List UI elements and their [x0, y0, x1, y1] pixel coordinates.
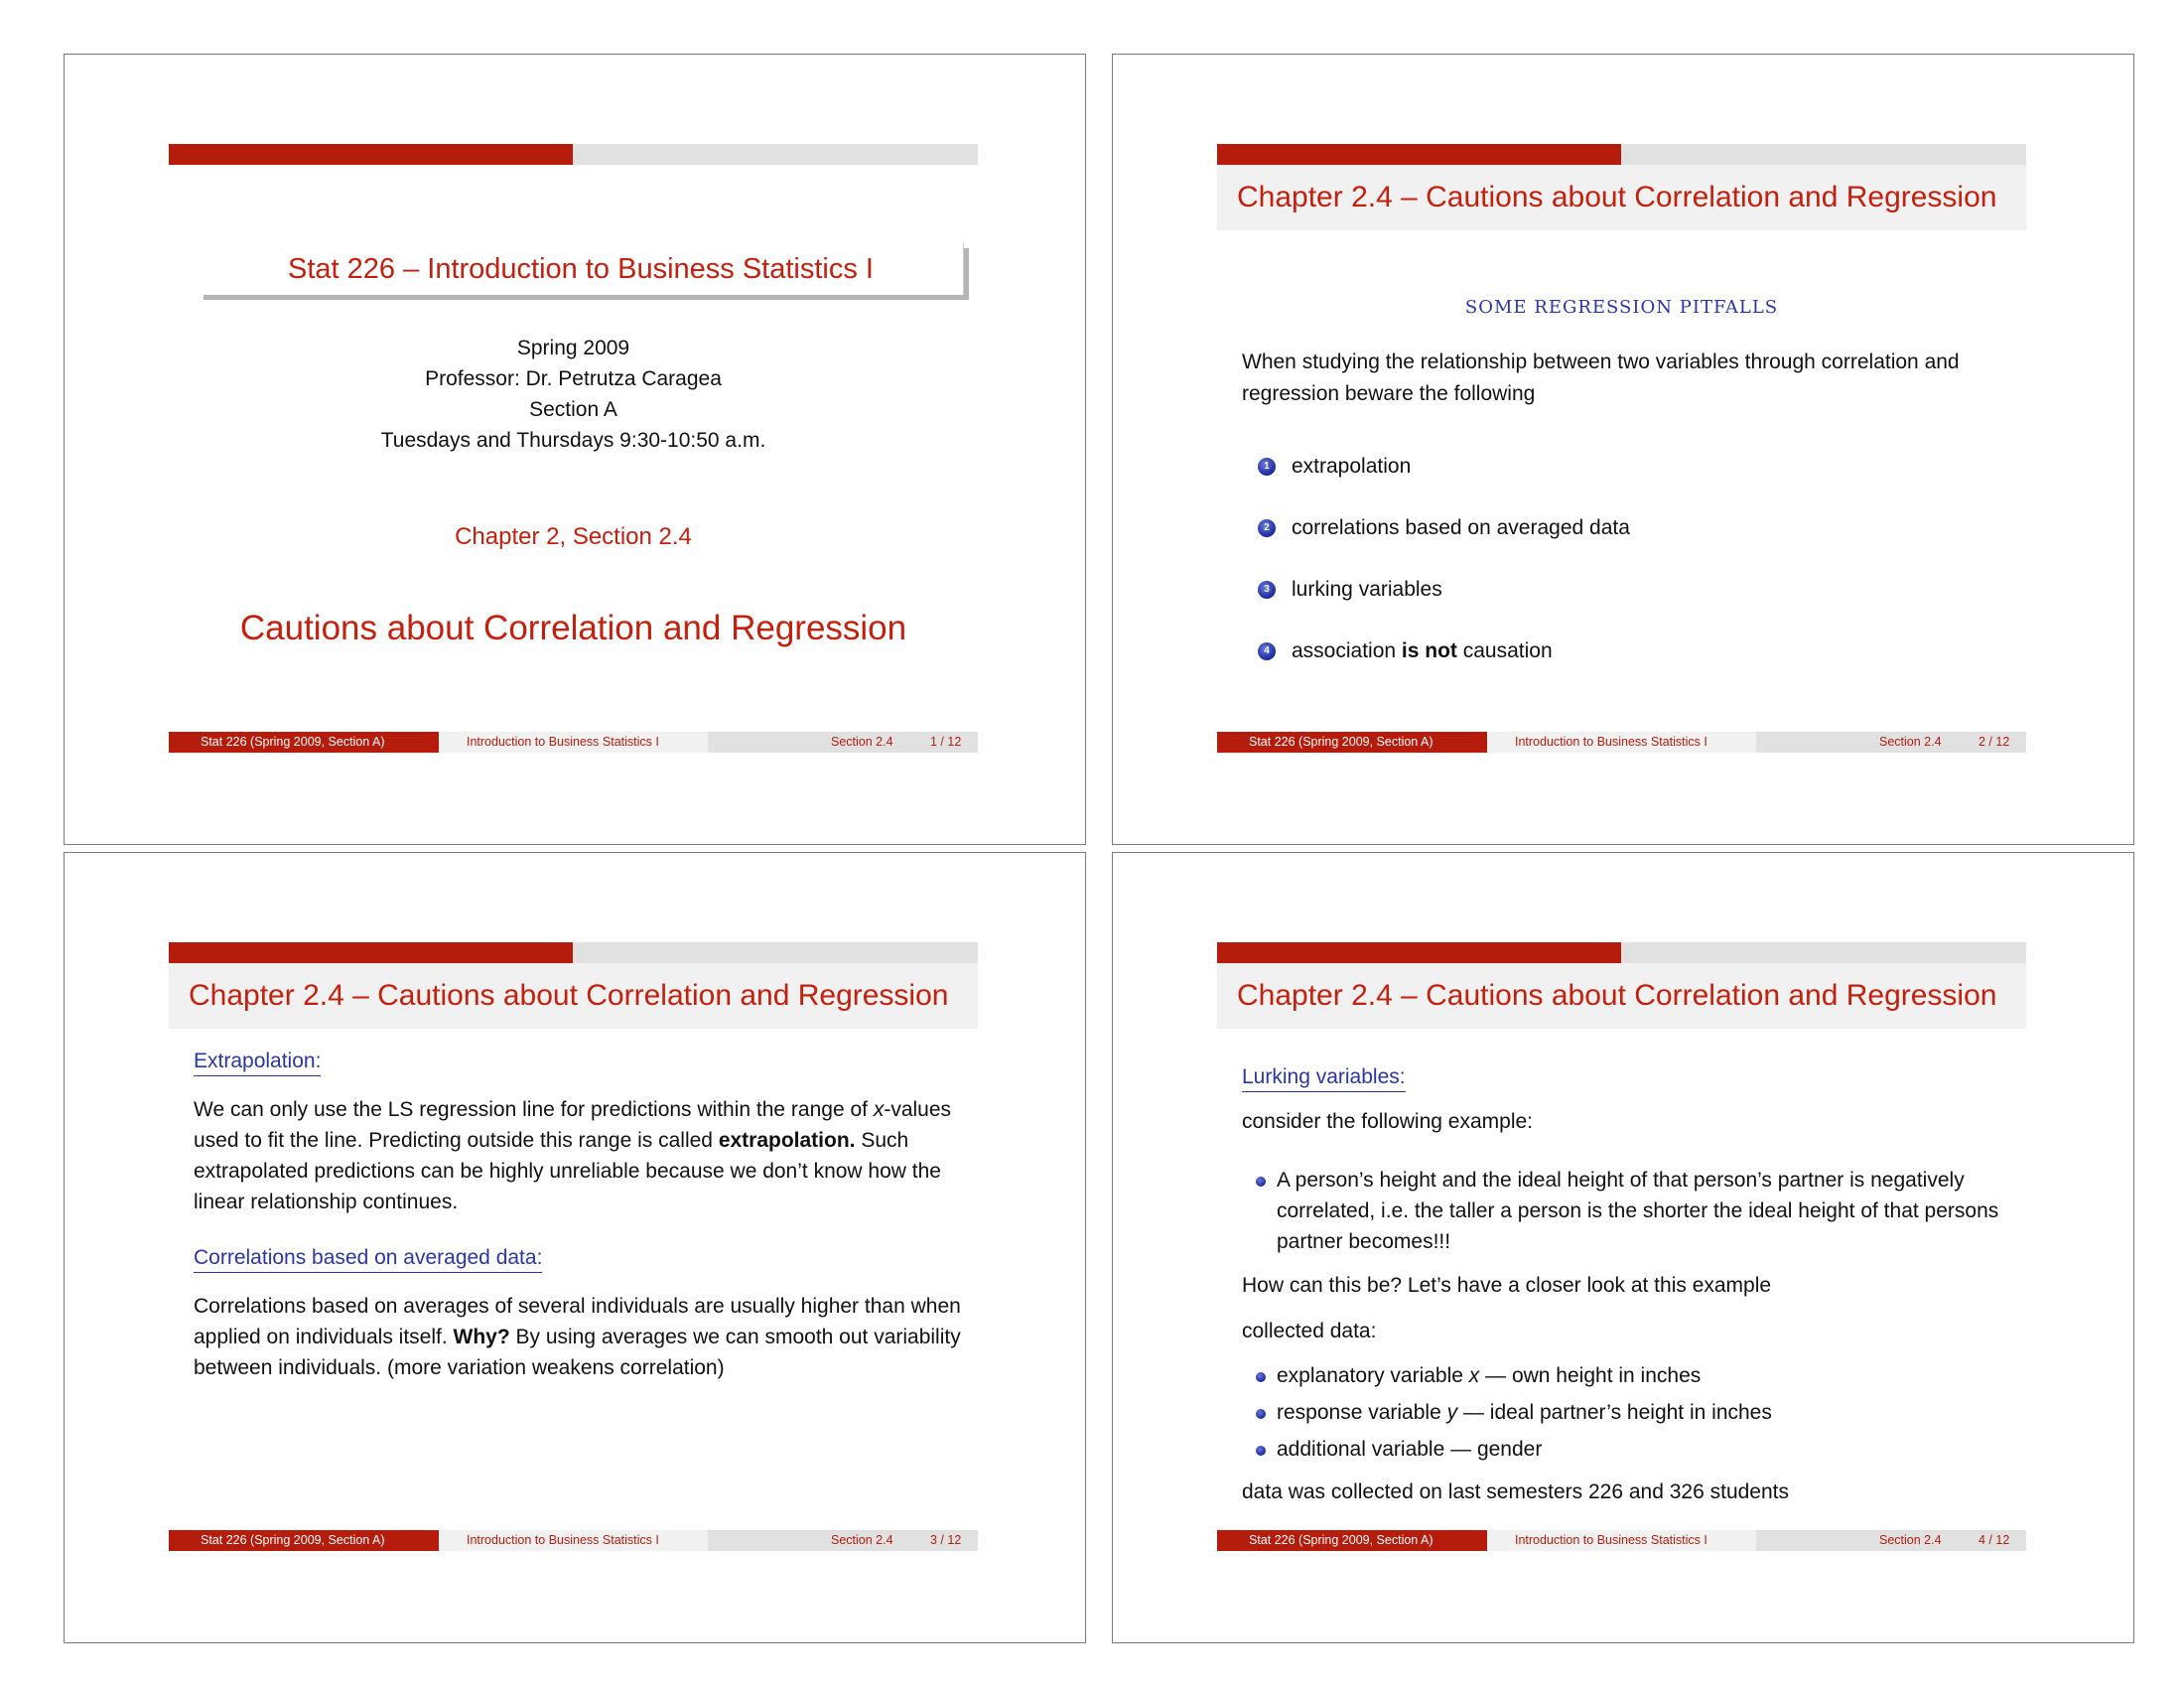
bullet-icon: [1256, 1409, 1266, 1419]
slide-header: Chapter 2.4 – Cautions about Correlation and Regression: [1217, 963, 2026, 1029]
line-data-collected: data was collected on last semesters 226 and 326 students: [1242, 1480, 1790, 1503]
bullet-icon: [1256, 1177, 1266, 1187]
slide-1: [64, 54, 1086, 845]
example-list: [1242, 1165, 2016, 1257]
bullet-icon: [1256, 1372, 1266, 1382]
schedule: Tuesdays and Thursdays 9:30-10:50 a.m.: [380, 429, 766, 452]
slide-footer: [169, 1530, 978, 1551]
professor: Professor: Dr. Petrutza Caragea: [425, 367, 722, 390]
slide-header: Chapter 2.4 – Cautions about Correlation and Regression: [169, 963, 978, 1029]
slide-4: [1112, 852, 2134, 1643]
course-title: Stat 226 – Introduction to Business Statistics I: [199, 243, 964, 295]
footer-section: Section 2.4: [1879, 1533, 1942, 1547]
slide-footer: [169, 732, 978, 753]
variables-list: [1242, 1357, 2016, 1468]
footer-course: Stat 226 (Spring 2009, Section A): [169, 732, 439, 753]
top-progress-bar: [169, 144, 978, 165]
slide-footer: [1217, 1530, 2026, 1551]
list-item: 4 association is not causation: [1258, 636, 2012, 698]
list-item: response variable y — ideal partner’s height in inches: [1242, 1394, 2016, 1431]
line-how: How can this be? Let’s have a closer look at this example: [1242, 1274, 1772, 1297]
block-subtitle: SOME REGRESSION PITFALLS: [1464, 297, 1779, 318]
list-item: A person’s height and the ideal height of that person’s partner is negatively correlated, i.e. the taller a person is the shorter the ideal height of that persons partner becomes!!!: [1242, 1165, 2016, 1257]
footer-course: Stat 226 (Spring 2009, Section A): [1217, 732, 1487, 753]
slide-2: [1112, 54, 2134, 845]
block-title-extrapolation: Extrapolation:: [194, 1050, 321, 1076]
top-progress-bar: [1217, 144, 2026, 165]
averaged-data-text: Correlations based on averages of several individuals are usually higher than when applied on individuals itself. Why? By using averages we can smooth out variability between individuals. (more variation weakens correlation): [194, 1295, 961, 1379]
number-bullet-icon: 3: [1258, 581, 1276, 599]
block-title-averaged-data: Correlations based on averaged data:: [194, 1246, 542, 1273]
slide-3: [64, 852, 1086, 1643]
list-item: explanatory variable x — own height in inches: [1242, 1357, 2016, 1394]
footer-section: Section 2.4: [831, 735, 893, 749]
footer-page: 2 / 12: [1979, 735, 2010, 749]
block-title-lurking: Lurking variables:: [1242, 1065, 1406, 1092]
slide-footer: [1217, 732, 2026, 753]
footer-title: Introduction to Business Statistics I: [1487, 1530, 1756, 1551]
list-item: 3 lurking variables: [1258, 575, 2012, 636]
footer-title: Introduction to Business Statistics I: [1487, 732, 1756, 753]
footer-course: Stat 226 (Spring 2009, Section A): [1217, 1530, 1487, 1551]
course-info: [169, 333, 978, 456]
top-progress-bar: [169, 942, 978, 963]
slide-header: Chapter 2.4 – Cautions about Correlation and Regression: [1217, 165, 2026, 230]
topic-title: Cautions about Correlation and Regression: [239, 609, 907, 647]
extrapolation-text: We can only use the LS regression line for predictions within the range of x-values used to fit the line. Predicting outside this range is called extrapolation. Such extrapolated predictions can be highly unreliable because we don’t know how the linear relationship continues.: [194, 1098, 952, 1213]
list-item: 2 correlations based on averaged data: [1258, 513, 2012, 575]
term: Spring 2009: [516, 337, 630, 359]
number-bullet-icon: 4: [1258, 642, 1276, 660]
line-consider: consider the following example:: [1242, 1110, 1533, 1133]
footer-page: 3 / 12: [930, 1533, 962, 1547]
number-bullet-icon: 1: [1258, 458, 1276, 476]
footer-course: Stat 226 (Spring 2009, Section A): [169, 1530, 439, 1551]
footer-page: 1 / 12: [930, 735, 962, 749]
list-item: additional variable — gender: [1242, 1431, 2016, 1468]
pitfalls-list: [1258, 452, 2012, 698]
footer-title: Introduction to Business Statistics I: [439, 1530, 708, 1551]
number-bullet-icon: 2: [1258, 519, 1276, 537]
intro-text: When studying the relationship between two variables through correlation and regression beware the following: [1242, 351, 1960, 405]
chapter-section: Chapter 2, Section 2.4: [455, 523, 692, 550]
footer-page: 4 / 12: [1979, 1533, 2010, 1547]
footer-section: Section 2.4: [831, 1533, 893, 1547]
footer-section: Section 2.4: [1879, 735, 1942, 749]
footer-title: Introduction to Business Statistics I: [439, 732, 708, 753]
list-item: 1 extrapolation: [1258, 452, 2012, 513]
section: Section A: [529, 398, 617, 421]
line-collected: collected data:: [1242, 1320, 1377, 1342]
bullet-icon: [1256, 1446, 1266, 1456]
top-progress-bar: [1217, 942, 2026, 963]
